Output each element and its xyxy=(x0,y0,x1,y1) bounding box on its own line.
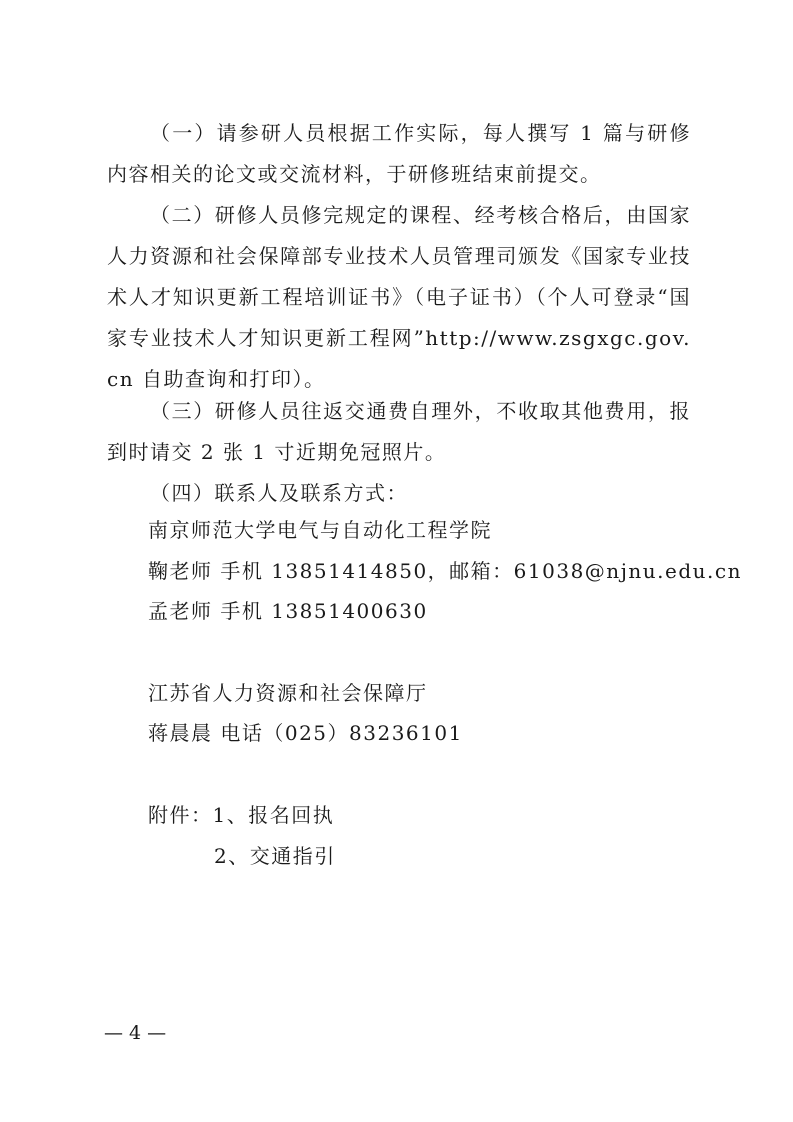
contact-person-1: 鞠老师 手机 13851414850，邮箱：61038@njnu.edu.cn xyxy=(148,559,742,583)
attachment-2: 2、交通指引 xyxy=(214,844,336,868)
paragraph-3: （三）研修人员往返交通费自理外，不收取其他费用，报到时请交 2 张 1 寸近期免冠照片。 xyxy=(107,399,691,464)
contact-org-2: 江苏省人力资源和社会保障厅 xyxy=(148,681,428,705)
paragraph-2: （二）研修人员修完规定的课程、经考核合格后，由国家人力资源和社会保障部专业技术人员管理司颁发《国家专业技术人才知识更新工程培训证书》（电子证书）（个人可登录“国家专业技术人才知识更新工程网”http://www.zsgxgc.gov.cn 自助查询和打印）。 xyxy=(107,203,691,391)
contact-org-1: 南京师范大学电气与自动化工程学院 xyxy=(148,518,492,542)
paragraph-4: （四）联系人及联系方式： xyxy=(150,481,408,505)
contact-person-3: 蒋晨晨 电话（025）83236101 xyxy=(148,721,463,745)
contact-person-2: 孟老师 手机 13851400630 xyxy=(148,599,428,623)
attachment-1: 附件：1、报名回执 xyxy=(148,803,335,827)
paragraph-1: （一）请参研人员根据工作实际，每人撰写 1 篇与研修内容相关的论文或交流材料，于研修班结束前提交。 xyxy=(107,121,691,186)
page-number: — 4 — xyxy=(104,1022,167,1044)
